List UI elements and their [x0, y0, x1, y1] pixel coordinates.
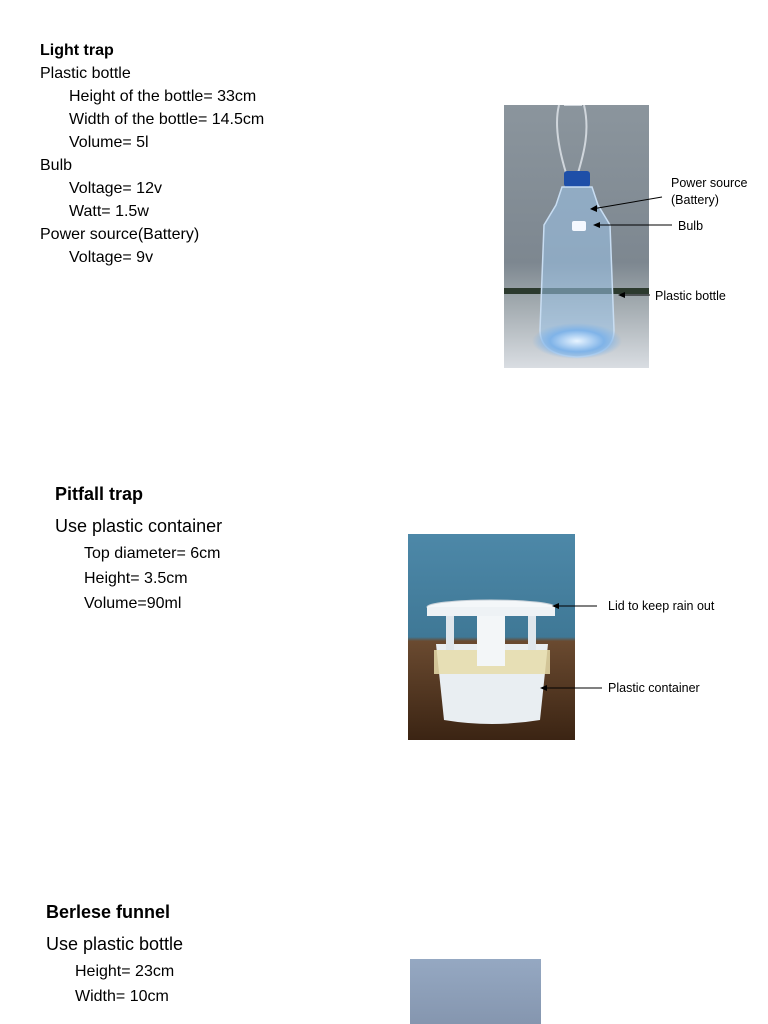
pitfall-trap-use: Use plastic container — [55, 516, 223, 536]
label-battery: (Battery) — [671, 193, 719, 207]
light-trap-power-voltage: Voltage= 9v — [69, 249, 154, 266]
pitfall-top-diameter: Top diameter= 6cm — [84, 545, 221, 562]
pitfall-volume: Volume=90ml — [84, 595, 182, 612]
light-trap-bottle: Plastic bottle — [40, 65, 131, 82]
light-trap-bulb-voltage: Voltage= 12v — [69, 180, 162, 197]
berlese-width: Width= 10cm — [75, 988, 169, 1005]
berlese-funnel-title: Berlese funnel — [46, 902, 171, 922]
label-bulb: Bulb — [678, 219, 704, 233]
light-trap-bulb-watt: Watt= 1.5w — [69, 203, 149, 220]
pitfall-trap-title: Pitfall trap — [55, 484, 144, 504]
label-lid: Lid to keep rain out — [608, 599, 715, 613]
light-trap-bottle-volume: Volume= 5l — [69, 134, 149, 151]
berlese-funnel-use: Use plastic bottle — [46, 934, 184, 954]
light-trap-bulb: Bulb — [40, 157, 73, 174]
light-trap-bottle-width: Width of the bottle= 14.5cm — [69, 111, 265, 128]
pitfall-height: Height= 3.5cm — [84, 570, 188, 587]
pointer-power-source — [592, 197, 662, 209]
label-plastic-bottle: Plastic bottle — [655, 289, 726, 303]
light-trap-power: Power source(Battery) — [40, 226, 200, 243]
light-trap-bottle-height: Height of the bottle= 33cm — [69, 88, 257, 105]
label-plastic-container: Plastic container — [608, 681, 700, 695]
berlese-height: Height= 23cm — [75, 963, 175, 980]
light-trap-title: Light trap — [40, 42, 114, 59]
label-power-source: Power source — [671, 176, 748, 190]
